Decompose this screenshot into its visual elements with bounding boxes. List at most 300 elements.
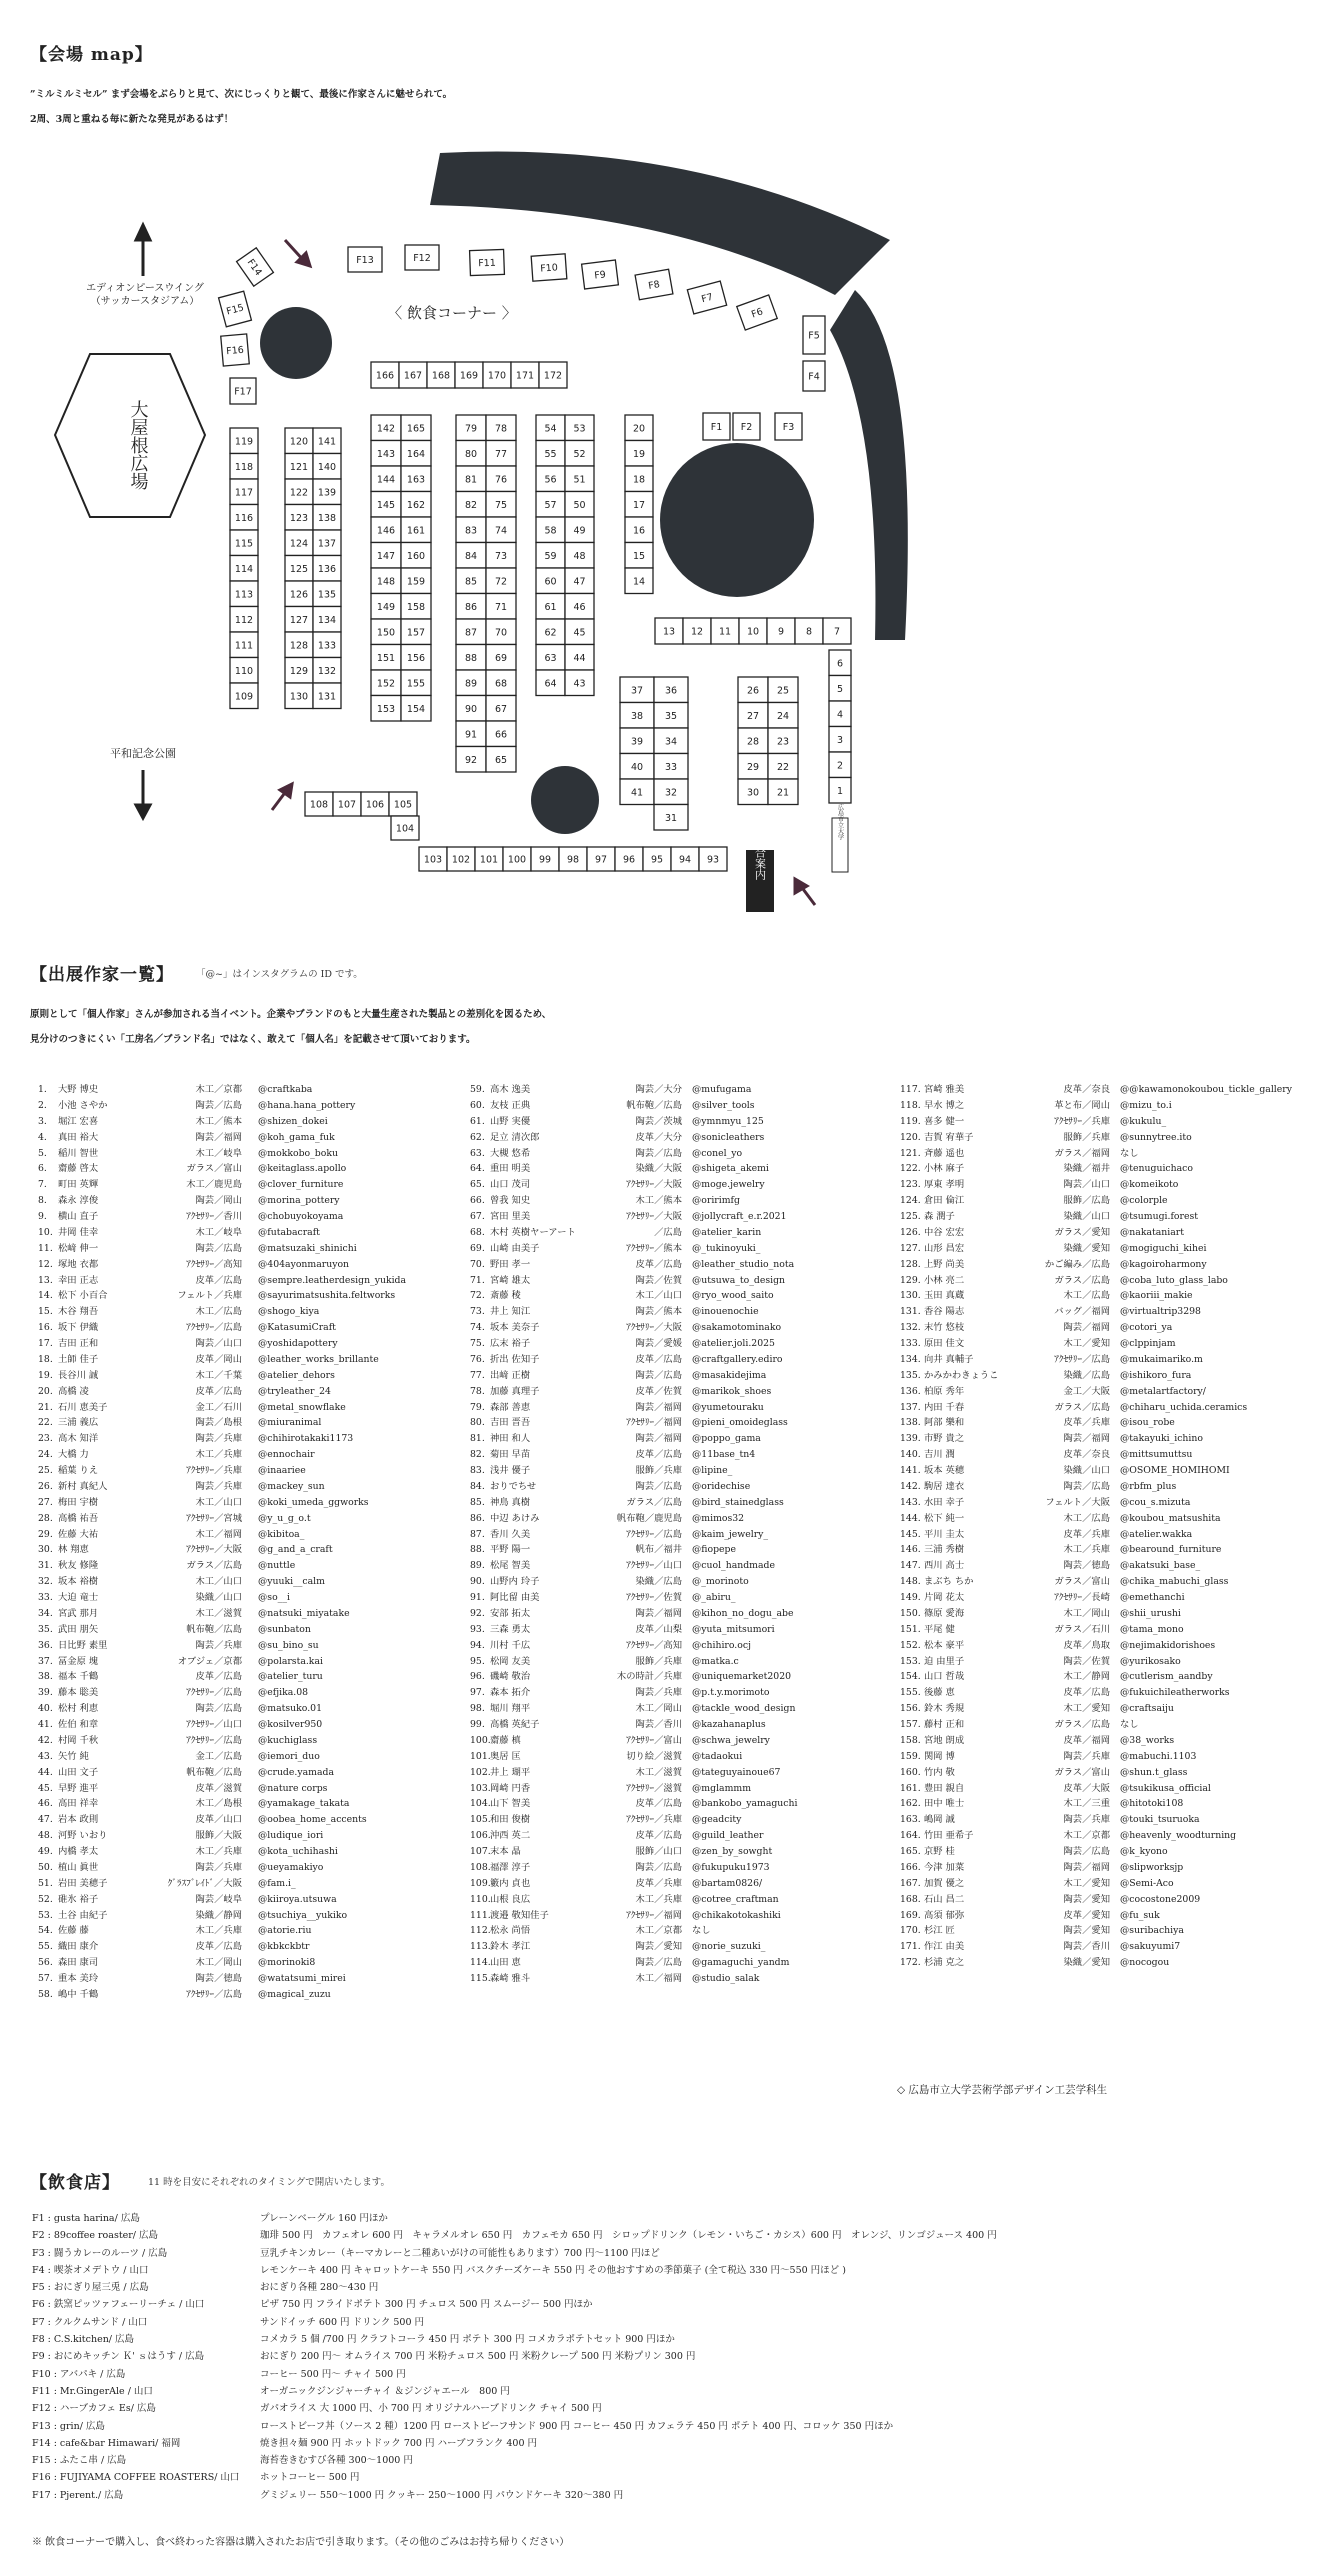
exhibitor-craft: ｱｸｾｻﾘｰ／香川 xyxy=(186,1211,242,1222)
exhibitor-row xyxy=(38,1701,458,1717)
svg-text:31: 31 xyxy=(664,812,678,824)
exhibitor-row xyxy=(38,1860,458,1876)
booth-108 xyxy=(305,792,333,816)
booth-58 xyxy=(536,517,565,543)
exhibitor-row xyxy=(38,1352,458,1368)
exhibitor-instagram: @fam.i_ xyxy=(258,1877,296,1889)
exhibitor-instagram: @mufugama xyxy=(692,1084,752,1095)
exhibitor-name: 重本 美玲 xyxy=(58,1973,99,1984)
exhibitor-instagram: @yoshidapottery xyxy=(258,1338,338,1349)
exhibitor-row xyxy=(38,1812,458,1828)
exhibitor-number: 31. xyxy=(38,1560,53,1572)
exhibitor-instagram: @chikakotokashiki xyxy=(692,1909,781,1921)
exhibitor-number: 167. xyxy=(900,1877,921,1889)
svg-text:51: 51 xyxy=(573,474,586,486)
exhibitor-number: 87. xyxy=(470,1528,485,1540)
exhibitor-name: 早水 博之 xyxy=(924,1099,965,1111)
exhibitor-craft: 木工／鹿児島 xyxy=(186,1179,242,1191)
svg-text:8: 8 xyxy=(805,626,813,638)
svg-text:F17: F17 xyxy=(234,386,252,398)
booth-53 xyxy=(565,415,594,441)
svg-text:142: 142 xyxy=(376,423,396,435)
svg-text:20: 20 xyxy=(632,423,646,435)
exhibitor-craft: 皮革／山梨 xyxy=(635,1623,682,1635)
restaurant-menu: ローストビーフ丼（ソース 2 種）1200 円 ローストビーフサンド 900 円 コーヒー 450 円 カフェラテ 450 円 ポテト 400 円、コロッケ 350 円ほか xyxy=(260,2420,894,2432)
svg-text:F6: F6 xyxy=(750,306,765,321)
exhibitor-instagram: @k_kyono xyxy=(1120,1846,1168,1857)
exhibitor-row xyxy=(900,1463,1320,1479)
exhibitor-number: 165. xyxy=(900,1846,921,1857)
exhibitor-number: 79. xyxy=(470,1401,485,1413)
restaurant-name: F15 : ふたこ串 / 広島 xyxy=(32,2455,127,2467)
exhibitor-number: 33. xyxy=(38,1592,53,1603)
svg-text:153: 153 xyxy=(376,703,396,715)
svg-text:172: 172 xyxy=(543,370,563,382)
exhibitor-craft: 陶芸／広島 xyxy=(635,1861,682,1873)
exhibitor-instagram: @tackle_wood_design xyxy=(692,1703,796,1715)
exhibitor-number: 117. xyxy=(900,1084,921,1095)
svg-text:140: 140 xyxy=(317,461,337,473)
exhibitor-row xyxy=(470,1749,890,1765)
exhibitor-name: 高橋 凌 xyxy=(58,1385,89,1397)
svg-text:80: 80 xyxy=(464,448,478,460)
booth-18 xyxy=(625,466,653,492)
exhibitor-number: 77. xyxy=(470,1369,485,1381)
exhibitor-column xyxy=(900,1082,1320,1971)
stage-arc-right xyxy=(830,290,908,640)
svg-text:75: 75 xyxy=(494,499,508,511)
exhibitor-number: 164. xyxy=(900,1830,921,1842)
exhibitor-name: まぶち ちか xyxy=(924,1576,974,1588)
booth-99 xyxy=(531,847,559,871)
exhibitor-row xyxy=(900,1225,1320,1241)
exhibitor-craft: ｱｸｾｻﾘｰ／兵庫 xyxy=(626,1814,682,1826)
svg-text:46: 46 xyxy=(573,601,586,613)
booth-1 xyxy=(829,778,851,804)
exhibitor-number: 160. xyxy=(900,1766,921,1778)
exhibitor-craft: 陶芸／愛媛 xyxy=(635,1338,682,1349)
exhibitor-name: 神鳥 真樹 xyxy=(490,1496,531,1508)
exhibitor-name: 堀川 翔平 xyxy=(490,1703,531,1715)
booth-128 xyxy=(285,632,313,658)
svg-text:9: 9 xyxy=(777,626,785,638)
exhibitor-name: 中辺 あけみ xyxy=(490,1512,540,1524)
booth-154 xyxy=(401,696,431,722)
restaurants-footer: ※ 飲食コーナーで購入し、食べ終わった容器は購入されたお店で引き取ります。（その他のごみはお持ち帰りください） xyxy=(32,2537,570,2548)
exhibitor-name: 坂本 英穂 xyxy=(924,1465,965,1476)
venue-heading: 【会場 map】 xyxy=(30,45,153,65)
exhibitor-instagram: @studio_salak xyxy=(692,1973,760,1984)
exhibitor-number: 61. xyxy=(470,1115,485,1127)
svg-text:91: 91 xyxy=(464,729,478,741)
exhibitor-instagram: @marikok_shoes xyxy=(692,1385,772,1397)
exhibitor-name: 塚地 衣都 xyxy=(58,1258,99,1270)
exhibitor-craft: 金工／大阪 xyxy=(1063,1385,1110,1397)
exhibitor-instagram: @sakuyumi7 xyxy=(1120,1941,1181,1953)
exhibitor-number: 26. xyxy=(38,1480,53,1492)
exhibitor-name: 横山 直子 xyxy=(58,1211,99,1222)
exhibitor-craft: 木工／兵庫 xyxy=(195,1925,242,1937)
exhibitor-craft: 染織／山口 xyxy=(1063,1211,1110,1222)
exhibitor-number: 156. xyxy=(900,1703,921,1715)
exhibitor-row xyxy=(900,1288,1320,1304)
svg-text:53: 53 xyxy=(573,423,586,435)
exhibitor-name: 冨金原 塊 xyxy=(58,1655,99,1667)
exhibitor-craft: 革と布／岡山 xyxy=(1054,1099,1110,1111)
exhibitor-craft: ｱｸｾｻﾘｰ／山口 xyxy=(626,1560,682,1572)
booth-21 xyxy=(768,779,798,805)
restaurant-menu: ガパオライス 大 1000 円、小 700 円 オリジナルハーブドリンク チャイ 500 円 xyxy=(260,2403,602,2415)
exhibitor-name: 喜多 健一 xyxy=(924,1115,965,1127)
booth-106 xyxy=(361,792,389,816)
svg-text:F3: F3 xyxy=(782,422,795,433)
exhibitor-name: 坂本 裕樹 xyxy=(58,1576,99,1588)
booth-152 xyxy=(371,670,401,696)
exhibitor-row xyxy=(38,1177,458,1193)
svg-text:62: 62 xyxy=(544,627,557,639)
exhibitor-number: 64. xyxy=(470,1163,485,1175)
exhibitor-name: 佐藤 大祐 xyxy=(58,1528,99,1540)
exhibitor-row xyxy=(470,1574,890,1590)
svg-text:21: 21 xyxy=(776,787,790,799)
exhibitor-number: 54. xyxy=(38,1925,53,1937)
exhibitor-name: 藤本 聡美 xyxy=(58,1687,99,1699)
exhibitor-craft: ガラス／福岡 xyxy=(1054,1147,1110,1159)
exhibitor-row xyxy=(38,1590,458,1606)
exhibitor-name: 松岡 友美 xyxy=(490,1655,531,1667)
svg-text:152: 152 xyxy=(376,678,396,690)
booth-13 xyxy=(655,618,683,644)
booth-140 xyxy=(313,454,341,480)
exhibitor-row xyxy=(900,1765,1320,1781)
exhibitor-name: 神田 和人 xyxy=(490,1433,531,1445)
exhibitor-name: 山形 昌宏 xyxy=(924,1242,965,1254)
exhibitor-craft: ｱｸｾｻﾘｰ／広島 xyxy=(186,1687,242,1699)
exhibitor-instagram: @metal_snowflake xyxy=(258,1401,346,1413)
booth-123 xyxy=(285,505,313,531)
svg-text:155: 155 xyxy=(406,678,426,690)
exhibitor-number: 150. xyxy=(900,1607,921,1619)
exhibitor-name: 竹内 敬 xyxy=(924,1766,955,1778)
exhibitor-number: 90. xyxy=(470,1576,485,1588)
booth-168 xyxy=(427,362,455,388)
exhibitor-name: 菊田 早苗 xyxy=(490,1449,531,1461)
exhibitor-number: 163. xyxy=(900,1814,921,1826)
exhibitor-row xyxy=(38,1971,458,1987)
exhibitor-row xyxy=(38,1892,458,1908)
svg-text:6: 6 xyxy=(836,658,844,670)
booth-81 xyxy=(456,466,486,492)
exhibitor-craft: 皮革／広島 xyxy=(195,1941,242,1953)
restaurant-name: F9 : おにめキッチン Ｋ' ｓはうす / 広島 xyxy=(32,2351,205,2363)
exhibitor-instagram: @kuchiglass xyxy=(258,1734,318,1746)
exhibitor-craft: かご編み／広島 xyxy=(1044,1258,1110,1270)
exhibitor-craft: バッグ／福岡 xyxy=(1054,1306,1110,1318)
exhibitor-craft: 木工／熊本 xyxy=(195,1115,242,1127)
svg-text:16: 16 xyxy=(632,525,646,537)
exhibitor-name: 佐伯 和章 xyxy=(58,1719,99,1730)
exhibitor-name: 高木 逸美 xyxy=(490,1084,531,1095)
exhibitor-row xyxy=(900,1320,1320,1336)
svg-text:26: 26 xyxy=(746,685,760,697)
exhibitor-craft: 陶芸／広島 xyxy=(1063,1846,1110,1857)
booth-19 xyxy=(625,441,653,467)
exhibitor-row xyxy=(470,1971,890,1987)
exhibitor-instagram: @kukulu_ xyxy=(1120,1115,1167,1127)
svg-text:17: 17 xyxy=(632,499,646,511)
exhibitor-number: 25. xyxy=(38,1465,53,1476)
svg-text:F7: F7 xyxy=(700,291,715,306)
booth-117 xyxy=(230,479,258,505)
booth-50 xyxy=(565,492,594,518)
exhibitor-row xyxy=(470,1828,890,1844)
booth-109 xyxy=(230,683,258,709)
exhibitor-number: 72. xyxy=(470,1290,485,1302)
booth-34 xyxy=(654,728,688,754)
exhibitor-name: 末本 晶 xyxy=(490,1846,521,1857)
exhibitor-row xyxy=(900,1606,1320,1622)
exhibitor-instagram: @isou_robe xyxy=(1120,1417,1175,1429)
exhibitor-name: 嶋中 千鶴 xyxy=(58,1988,99,2000)
exhibitor-row xyxy=(38,1669,458,1685)
exhibitor-number: 55. xyxy=(38,1941,53,1953)
exhibitors-heading-note: 「@~」はインスタグラムの ID です。 xyxy=(196,969,363,980)
exhibitor-craft: 木の時計／兵庫 xyxy=(616,1671,682,1683)
exhibitor-number: 83. xyxy=(470,1465,485,1476)
exhibitor-craft: 服飾／兵庫 xyxy=(635,1465,682,1476)
booth-69 xyxy=(486,645,516,671)
booth-61 xyxy=(536,594,565,620)
exhibitor-instagram: @atelier.wakka xyxy=(1120,1528,1193,1540)
svg-text:F11: F11 xyxy=(478,257,497,270)
booth-70 xyxy=(486,619,516,645)
exhibitor-name: 植山 眞世 xyxy=(58,1861,99,1873)
exhibitor-instagram: @bird_stainedglass xyxy=(692,1496,784,1508)
exhibitor-name: 出﨑 正樹 xyxy=(490,1369,531,1381)
exhibitor-instagram: @morina_pottery xyxy=(258,1195,340,1207)
exhibitor-number: 85. xyxy=(470,1496,485,1508)
booth-60 xyxy=(536,568,565,594)
exhibitor-craft: 陶芸／広島 xyxy=(1063,1480,1110,1492)
exhibitor-row xyxy=(38,1257,458,1273)
exhibitor-number: 108. xyxy=(470,1861,491,1873)
exhibitor-instagram: @mackey_sun xyxy=(258,1480,325,1492)
svg-text:85: 85 xyxy=(464,576,478,588)
exhibitor-instagram: @g_and_a_craft xyxy=(258,1544,333,1556)
restaurant-name: F4 : 喫茶オメデトウ / 山口 xyxy=(32,2264,149,2276)
booth-63 xyxy=(536,645,565,671)
exhibitor-row xyxy=(38,1415,458,1431)
exhibitor-number: 113. xyxy=(470,1941,491,1953)
svg-text:40: 40 xyxy=(630,761,644,773)
exhibitor-name: 山根 良広 xyxy=(490,1893,531,1905)
booth-29 xyxy=(738,754,768,780)
exhibitor-name: 岩本 政則 xyxy=(58,1814,99,1826)
exhibitor-number: 123. xyxy=(900,1179,921,1191)
svg-text:141: 141 xyxy=(317,436,337,448)
exhibitor-name: 宮地 朗成 xyxy=(924,1734,965,1746)
restaurant-row xyxy=(32,2245,1312,2262)
svg-text:3: 3 xyxy=(836,734,844,746)
exhibitor-instagram: @lipine_ xyxy=(692,1465,733,1476)
svg-text:169: 169 xyxy=(459,370,479,382)
exhibitor-instagram: @y_u_g_o.t xyxy=(258,1512,311,1524)
exhibitor-name: 吉田 正和 xyxy=(58,1338,99,1349)
exhibitor-craft: 木工／広島 xyxy=(195,1306,242,1318)
exhibitor-instagram: @cou_s.mizuta xyxy=(1120,1496,1191,1508)
exhibitor-name: 石川 恵美子 xyxy=(58,1401,108,1413)
exhibitor-row xyxy=(470,1193,890,1209)
booth-157 xyxy=(401,619,431,645)
exhibitor-number: 21. xyxy=(38,1401,53,1413)
exhibitor-row xyxy=(900,1669,1320,1685)
booth-f1 xyxy=(703,413,730,440)
exhibitor-craft: ｱｸｾｻﾘｰ／福岡 xyxy=(626,1909,682,1921)
exhibitor-row xyxy=(470,1701,890,1717)
svg-text:135: 135 xyxy=(317,589,337,601)
svg-text:44: 44 xyxy=(573,652,586,664)
exhibitor-name: 足立 清次郎 xyxy=(490,1131,540,1143)
exhibitor-craft: 木工／京都 xyxy=(195,1084,242,1095)
exhibitor-craft: ｱｸｾｻﾘｰ／大阪 xyxy=(626,1211,682,1222)
booth-91 xyxy=(456,721,486,747)
exhibitor-name: 安部 拓太 xyxy=(490,1607,531,1619)
svg-text:125: 125 xyxy=(289,563,309,575)
exhibitor-number: 9. xyxy=(38,1211,47,1222)
exhibitor-row xyxy=(470,1955,890,1971)
exhibitor-number: 67. xyxy=(470,1211,485,1222)
booth-135 xyxy=(313,581,341,607)
exhibitor-instagram: @mabuchi.1103 xyxy=(1120,1750,1197,1762)
exhibitor-instagram: @craftkaba xyxy=(258,1084,313,1095)
booth-145 xyxy=(371,492,401,518)
exhibitor-number: 6. xyxy=(38,1163,47,1175)
exhibitor-name: 坂下 伊織 xyxy=(58,1322,99,1334)
exhibitor-row xyxy=(900,1733,1320,1749)
booth-149 xyxy=(371,594,401,620)
exhibitor-name: 宮崎 雄太 xyxy=(490,1274,531,1286)
exhibitor-craft: 帆布／福井 xyxy=(635,1544,682,1556)
booth-115 xyxy=(230,530,258,556)
exhibitor-name: 大槻 悠希 xyxy=(490,1147,531,1159)
svg-text:158: 158 xyxy=(406,601,426,613)
exhibitor-craft: 陶芸／岡山 xyxy=(195,1195,242,1207)
exhibitor-instagram: @tsukikusa_official xyxy=(1120,1782,1211,1794)
info-label: 総合案内 xyxy=(753,836,767,880)
exhibitor-number: 94. xyxy=(470,1639,485,1651)
svg-text:156: 156 xyxy=(406,652,426,664)
exhibitor-number: 1. xyxy=(38,1084,47,1095)
svg-text:59: 59 xyxy=(544,550,557,562)
svg-text:70: 70 xyxy=(494,627,508,639)
exhibitor-row xyxy=(900,1368,1320,1384)
booth-77 xyxy=(486,441,516,467)
booth-24 xyxy=(768,703,798,729)
svg-text:126: 126 xyxy=(289,589,309,601)
exhibitor-name: 阿部 樂和 xyxy=(924,1417,965,1429)
svg-text:67: 67 xyxy=(494,703,508,715)
svg-text:103: 103 xyxy=(423,854,443,866)
exhibitor-row xyxy=(470,1288,890,1304)
booth-167 xyxy=(399,362,427,388)
svg-text:65: 65 xyxy=(494,754,508,766)
booth-45 xyxy=(565,619,594,645)
exhibitor-number: 50. xyxy=(38,1861,53,1873)
exhibitor-instagram: @suribachiya xyxy=(1120,1925,1184,1937)
booth-100 xyxy=(503,847,531,871)
exhibitor-name: 籔内 貞也 xyxy=(490,1877,531,1889)
booth-139 xyxy=(313,479,341,505)
svg-text:27: 27 xyxy=(746,710,760,722)
exhibitor-instagram: @cocostone2009 xyxy=(1120,1893,1201,1905)
exhibitor-instagram: @emethanchi xyxy=(1120,1592,1185,1603)
restaurant-name: F5 : おにぎり屋三兎 / 広島 xyxy=(32,2282,149,2294)
exhibitor-instagram: @masakidejima xyxy=(692,1369,767,1381)
exhibitor-number: 124. xyxy=(900,1195,921,1207)
exhibitors-intro xyxy=(30,1002,551,1052)
exhibitor-number: 4. xyxy=(38,1131,47,1143)
exhibitor-number: 133. xyxy=(900,1338,921,1349)
exhibitor-name: 今津 加菜 xyxy=(924,1861,965,1873)
exhibitor-craft: ｱｸｾｻﾘｰ／滋賀 xyxy=(626,1782,682,1794)
exhibitor-number: 68. xyxy=(470,1226,485,1238)
booth-98 xyxy=(559,847,587,871)
exhibitor-number: 12. xyxy=(38,1258,53,1270)
exhibitor-instagram: @kagoiroharmony xyxy=(1120,1258,1207,1270)
svg-text:25: 25 xyxy=(776,685,790,697)
exhibitor-number: 20. xyxy=(38,1385,53,1397)
exhibitor-number: 114. xyxy=(470,1957,491,1969)
exhibitor-name: 山口 茂司 xyxy=(490,1179,531,1191)
booth-68 xyxy=(486,670,516,696)
exhibitor-number: 23. xyxy=(38,1433,53,1445)
exhibitor-row xyxy=(38,1479,458,1495)
exhibitor-name: 奥居 匡 xyxy=(490,1750,521,1762)
svg-text:148: 148 xyxy=(376,576,396,588)
exhibitor-craft: ｱｸｾｻﾘｰ／広島 xyxy=(626,1528,682,1540)
exhibitor-row xyxy=(900,1654,1320,1670)
exhibitor-craft: ガラス／広島 xyxy=(1054,1401,1110,1413)
exhibitor-number: 118. xyxy=(900,1099,921,1111)
exhibitor-row xyxy=(470,1431,890,1447)
exhibitor-craft: 陶芸／佐賀 xyxy=(635,1274,682,1286)
exhibitor-name: 上野 尚美 xyxy=(924,1258,965,1270)
exhibitor-craft: 皮革／広島 xyxy=(195,1671,242,1683)
exhibitor-name: 山崎 由美子 xyxy=(490,1242,540,1254)
booth-f15 xyxy=(219,291,252,327)
exhibitor-number: 169. xyxy=(900,1909,921,1921)
exhibitor-row xyxy=(470,1511,890,1527)
exhibitor-instagram: @OSOME_HOMIHOMI xyxy=(1120,1465,1230,1476)
exhibitor-row xyxy=(900,1114,1320,1130)
exhibitor-number: 60. xyxy=(470,1099,485,1111)
restaurant-row xyxy=(32,2314,1312,2331)
exhibitor-name: 森部 善恵 xyxy=(490,1401,531,1413)
booth-116 xyxy=(230,505,258,531)
booth-51 xyxy=(565,466,594,492)
exhibitor-instagram: @sempre.leatherdesign_yukida xyxy=(258,1274,407,1286)
exhibitor-row xyxy=(470,1638,890,1654)
exhibitor-craft: 木工／岐阜 xyxy=(195,1226,242,1238)
svg-text:122: 122 xyxy=(289,487,309,499)
exhibitor-craft: 帆布鞄／広島 xyxy=(186,1623,242,1635)
booth-4 xyxy=(829,701,851,727)
exhibitor-craft: ガラス／石川 xyxy=(1054,1623,1110,1635)
exhibitor-craft: 切り絵／滋賀 xyxy=(626,1750,682,1762)
exhibitor-row xyxy=(900,1495,1320,1511)
exhibitor-craft: 木工／愛知 xyxy=(1063,1877,1110,1889)
exhibitor-number: 81. xyxy=(470,1433,485,1445)
